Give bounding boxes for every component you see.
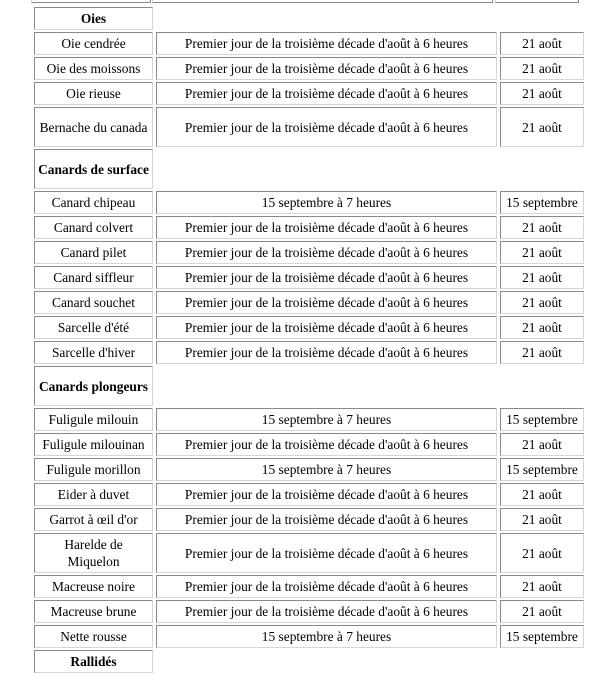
opening-time: 15 septembre à 7 heures xyxy=(156,458,497,481)
species-name: Canard colvert xyxy=(34,216,153,239)
opening-date: 21 août xyxy=(500,57,584,80)
opening-date: 21 août xyxy=(500,600,584,623)
opening-date: 21 août xyxy=(500,575,584,598)
opening-date: 15 septembre xyxy=(500,458,584,481)
opening-time: Premier jour de la troisième décade d'août à 6 heures xyxy=(156,241,497,264)
table-row xyxy=(34,316,584,339)
opening-time: Premier jour de la troisième décade d'août à 6 heures xyxy=(156,266,497,289)
species-name: Canard pilet xyxy=(34,241,153,264)
species-name: Nette rousse xyxy=(34,625,153,648)
species-name: Oie rieuse xyxy=(34,82,153,105)
table-row xyxy=(34,191,584,214)
table-row xyxy=(34,408,584,431)
previous-row-fragment xyxy=(31,0,579,2)
previous-row-cell xyxy=(152,0,493,3)
opening-time: Premier jour de la troisième décade d'août à 6 heures xyxy=(156,508,497,531)
species-name: Oie cendrée xyxy=(34,32,153,55)
table-row xyxy=(34,508,584,531)
table-row xyxy=(34,107,584,147)
species-name: Eider à duvet xyxy=(34,483,153,506)
opening-time: Premier jour de la troisième décade d'août à 6 heures xyxy=(156,82,497,105)
opening-time: Premier jour de la troisième décade d'août à 6 heures xyxy=(156,433,497,456)
opening-time: Premier jour de la troisième décade d'août à 6 heures xyxy=(156,316,497,339)
opening-date: 21 août xyxy=(500,316,584,339)
opening-date: 21 août xyxy=(500,291,584,314)
species-name: Sarcelle d'hiver xyxy=(34,341,153,364)
table-row xyxy=(34,291,584,314)
opening-date: 21 août xyxy=(500,216,584,239)
table-row xyxy=(34,57,584,80)
opening-time: Premier jour de la troisième décade d'août à 6 heures xyxy=(156,107,497,147)
table-row xyxy=(34,483,584,506)
table-row xyxy=(34,341,584,364)
opening-date: 21 août xyxy=(500,533,584,573)
opening-time: Premier jour de la troisième décade d'août à 6 heures xyxy=(156,57,497,80)
opening-time: Premier jour de la troisième décade d'août à 6 heures xyxy=(156,483,497,506)
section-header-row xyxy=(34,7,584,30)
opening-time: Premier jour de la troisième décade d'août à 6 heures xyxy=(156,216,497,239)
section-title: Canards plongeurs xyxy=(34,366,153,406)
opening-time: Premier jour de la troisième décade d'août à 6 heures xyxy=(156,533,497,573)
section-title: Rallidés xyxy=(34,650,153,673)
species-name: Oie des moissons xyxy=(34,57,153,80)
table-row xyxy=(34,625,584,648)
hunting-opening-dates-table xyxy=(31,5,587,675)
table-row xyxy=(34,458,584,481)
table-row xyxy=(34,533,584,573)
opening-date: 21 août xyxy=(500,82,584,105)
opening-time: Premier jour de la troisième décade d'août à 6 heures xyxy=(156,291,497,314)
table-row xyxy=(34,575,584,598)
empty-cell xyxy=(156,650,584,673)
species-name: Fuligule milouin xyxy=(34,408,153,431)
empty-cell xyxy=(156,149,584,189)
table-row xyxy=(34,600,584,623)
species-name: Bernache du canada xyxy=(34,107,153,147)
section-header-row xyxy=(34,366,584,406)
table-body xyxy=(34,7,584,673)
section-header-row xyxy=(34,149,584,189)
opening-date: 21 août xyxy=(500,508,584,531)
previous-row-cell xyxy=(31,0,151,3)
opening-time: Premier jour de la troisième décade d'août à 6 heures xyxy=(156,600,497,623)
table-row xyxy=(34,433,584,456)
section-title: Oies xyxy=(34,7,153,30)
opening-date: 21 août xyxy=(500,483,584,506)
opening-time: 15 septembre à 7 heures xyxy=(156,408,497,431)
previous-row-cell xyxy=(495,0,579,3)
opening-time: Premier jour de la troisième décade d'août à 6 heures xyxy=(156,575,497,598)
opening-time: 15 septembre à 7 heures xyxy=(156,191,497,214)
species-name: Canard chipeau xyxy=(34,191,153,214)
opening-date: 15 septembre xyxy=(500,191,584,214)
opening-time: Premier jour de la troisième décade d'août à 6 heures xyxy=(156,32,497,55)
species-name: Macreuse noire xyxy=(34,575,153,598)
empty-cell xyxy=(156,366,584,406)
species-name: Canard siffleur xyxy=(34,266,153,289)
opening-time: Premier jour de la troisième décade d'août à 6 heures xyxy=(156,341,497,364)
opening-date: 21 août xyxy=(500,107,584,147)
opening-time: 15 septembre à 7 heures xyxy=(156,625,497,648)
species-name: Fuligule milouinan xyxy=(34,433,153,456)
opening-date: 21 août xyxy=(500,433,584,456)
table-row xyxy=(34,32,584,55)
species-name: Fuligule morillon xyxy=(34,458,153,481)
species-name: Sarcelle d'été xyxy=(34,316,153,339)
empty-cell xyxy=(156,7,584,30)
table-row xyxy=(34,266,584,289)
opening-date: 21 août xyxy=(500,32,584,55)
opening-date: 15 septembre xyxy=(500,625,584,648)
species-name: Garrot à œil d'or xyxy=(34,508,153,531)
opening-date: 15 septembre xyxy=(500,408,584,431)
opening-date: 21 août xyxy=(500,266,584,289)
section-header-row xyxy=(34,650,584,673)
opening-date: 21 août xyxy=(500,341,584,364)
table-row xyxy=(34,216,584,239)
section-title: Canards de surface xyxy=(34,149,153,189)
species-name: Macreuse brune xyxy=(34,600,153,623)
table-row xyxy=(34,82,584,105)
table-row xyxy=(34,241,584,264)
species-name: Harelde de Miquelon xyxy=(34,533,153,573)
opening-date: 21 août xyxy=(500,241,584,264)
species-name: Canard souchet xyxy=(34,291,153,314)
